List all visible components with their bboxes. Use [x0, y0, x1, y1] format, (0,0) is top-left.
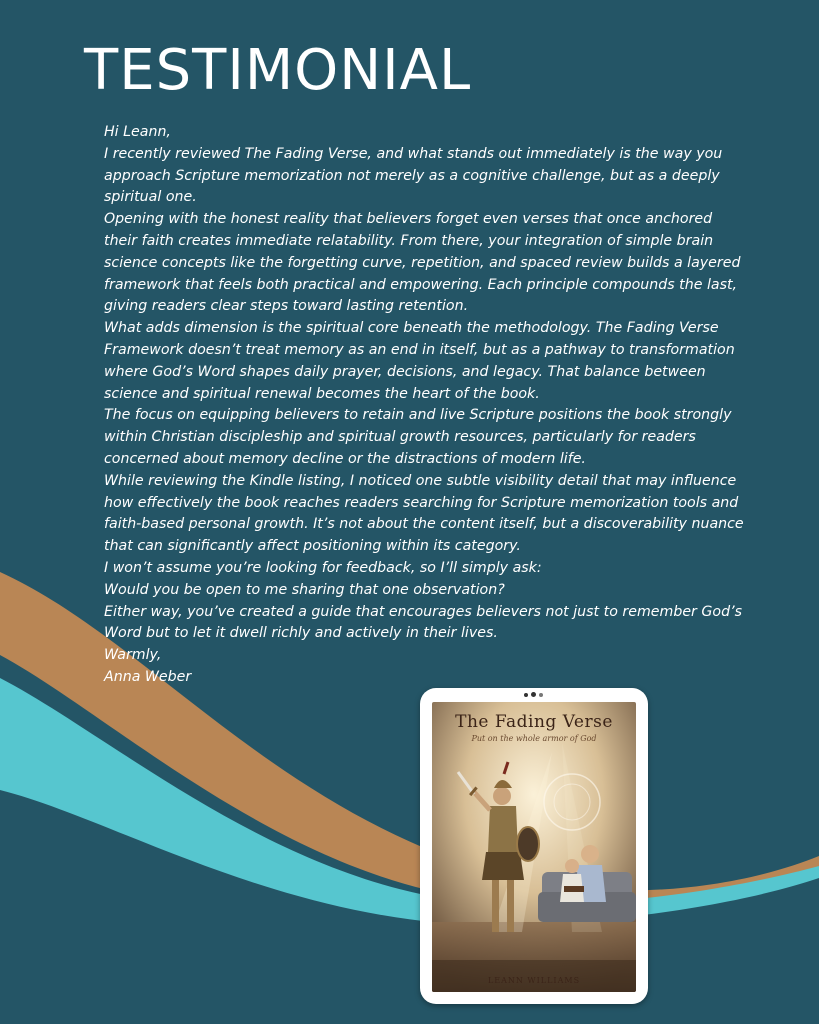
book-cover [432, 702, 636, 992]
letter-paragraph: Would you be open to me sharing that one observation? [104, 581, 505, 598]
letter-paragraph: What adds dimension is the spiritual core beneath the methodology. The Fading Verse Framework doesn’t treat memory as an end in itself, but as a pathway to transformation where God’s Word shapes daily prayer, decisions, and legacy. That balance between science and spiritual renewal becomes the heart of the book. [104, 320, 735, 402]
book-cover-art [432, 702, 636, 992]
tablet-camera [516, 692, 552, 698]
page-title: TESTIMONIAL [84, 38, 472, 103]
letter-paragraph: Either way, you’ve created a guide that encourages believers not just to remember God’s Word but to let it dwell richly and actively in their lives. [104, 603, 742, 642]
book-subtitle: Put on the whole armor of God [471, 734, 597, 743]
book-author: LEANN WILLIAMS [487, 976, 581, 985]
letter-paragraph: Opening with the honest reality that believers forget even verses that once anchored their faith creates immediate relatability. From there, your integration of simple brain science concepts like the forgetting curve, repetition, and spaced review builds a layered framework that feels both practical and empowering. Each principle compounds the last, giving readers clear steps toward lasting retention. [104, 211, 741, 315]
book-title: The Fading Verse [455, 712, 613, 732]
letter-paragraph: The focus on equipping believers to retain and live Scripture positions the book strongly within Christian discipleship and spiritual growth resources, particularly for readers concerned about memory decline or the distractions of modern life. [104, 407, 732, 467]
letter-paragraph: I won’t assume you’re looking for feedback, so I’ll simply ask: [104, 559, 542, 576]
letter-signoff: Warmly, [104, 647, 162, 664]
letter-signature: Anna Weber [104, 668, 192, 685]
testimonial-letter [104, 122, 744, 689]
tablet-mockup [420, 688, 648, 1004]
letter-paragraph: I recently reviewed The Fading Verse, and what stands out immediately is the way you approach Scripture memorization not merely as a cognitive challenge, but as a deeply spiritual one. [104, 145, 723, 206]
letter-paragraph: While reviewing the Kindle listing, I noticed one subtle visibility detail that may influence how effectively the book reaches readers searching for Scripture memorization tools and faith-based personal growth. It’s not about the content itself, but a discoverability nuance that can significantly affect positioning within its category. [104, 472, 744, 555]
letter-greeting: Hi Leann, [104, 124, 171, 140]
